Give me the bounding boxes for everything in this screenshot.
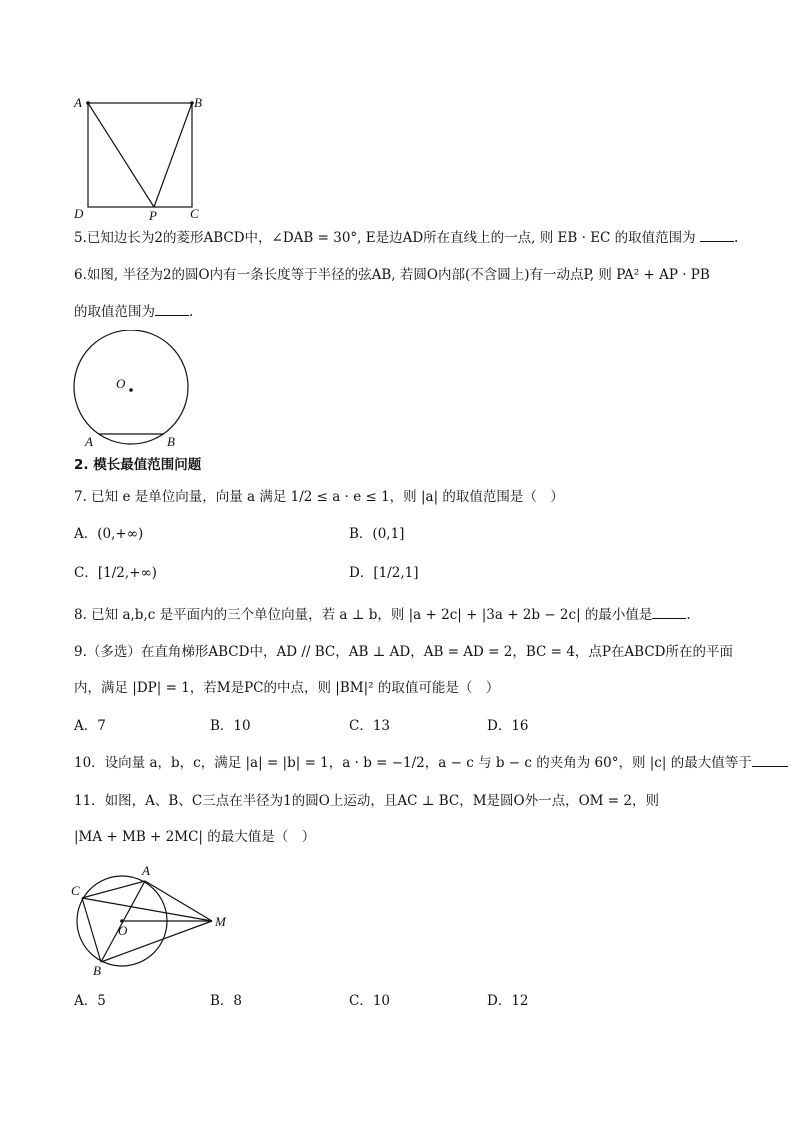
figure-square-abcd: [70, 92, 220, 222]
label-a: A: [142, 863, 150, 878]
question-10: 10．设向量 a，b，c，满足 |a| = |b| = 1，a · b = −1/2，a − c 与 b − c 的夹角为 60°，则 |c| 的最大值等于: [74, 754, 788, 772]
q9-option-a: A．7: [74, 718, 106, 734]
circle-o: [74, 330, 188, 444]
question-5-text: 5.已知边长为2的菱形ABCD中，∠DAB = 30°, E是边AD所在直线上的一点, 则 EB · EC 的取值范围为: [74, 230, 696, 246]
q9-option-c: C．13: [349, 718, 391, 734]
q11-option-c: C．10: [349, 993, 391, 1009]
question-6-line-1: 6.如图, 半径为2的圆O内有一条长度等于半径的弦AB, 若圆O内部(不含圆上)有一动点P, 则 PA² + AP · PB: [74, 267, 710, 283]
label-a: A: [74, 95, 82, 110]
question-11-line-1: 11．如图，A、B、C三点在半径为1的圆O上运动，且AC ⊥ BC，M是圆O外一点，OM = 2，则: [74, 793, 659, 809]
segment-ap: [88, 103, 154, 207]
label-d: D: [74, 206, 84, 221]
section-heading: 2. 模长最值范围问题: [74, 457, 202, 473]
q7-option-c: C．[1/2,+∞): [74, 565, 157, 581]
answer-blank: [752, 754, 788, 767]
square-outline: [88, 103, 192, 207]
label-o: O: [118, 923, 128, 938]
answer-blank: [700, 229, 734, 242]
q9-option-d: D．16: [487, 718, 529, 734]
segment-bp: [154, 103, 192, 207]
label-b: B: [167, 434, 175, 449]
figure-circle-triangle: [68, 862, 238, 980]
question-6-line-2: 的取值范围为 .: [74, 304, 194, 320]
segment-cb: [82, 898, 101, 962]
question-5: 5.已知边长为2的菱形ABCD中，∠DAB = 30°, E是边AD所在直线上的一点, 则 EB · EC 的取值范围为 .: [74, 230, 739, 246]
label-a: A: [85, 434, 93, 449]
q11-option-b: B．8: [210, 993, 243, 1009]
label-o: O: [116, 376, 126, 391]
q7-option-a: A．(0,+∞): [74, 526, 144, 542]
question-8: 8. 已知 a,b,c 是平面内的三个单位向量，若 a ⊥ b，则 |a + 2c| + |3a + 2b − 2c| 的最小值是 .: [74, 607, 691, 623]
q7-option-d: D．[1/2,1]: [349, 565, 419, 581]
question-9-line-1: 9.（多选）在直角梯形ABCD中，AD // BC，AB ⊥ AD，AB = AD = 2，BC = 4，点P在ABCD所在的平面: [74, 644, 733, 660]
segment-ca: [82, 881, 145, 898]
label-c: C: [71, 883, 80, 898]
q9-option-b: B．10: [210, 718, 251, 734]
q7-option-b: B．(0,1]: [349, 526, 405, 542]
answer-blank: [155, 303, 189, 316]
label-b: B: [93, 963, 101, 978]
center-point: [129, 388, 133, 392]
q11-option-a: A．5: [74, 993, 106, 1009]
q11-option-d: D．12: [487, 993, 529, 1009]
label-b: B: [194, 95, 202, 110]
label-m: M: [215, 914, 226, 929]
figure-circle-chord: [70, 330, 200, 452]
question-7: 7. 已知 e 是单位向量，向量 a 满足 1/2 ≤ a · e ≤ 1，则 |a| 的取值范围是（ ）: [74, 489, 564, 505]
answer-blank: [652, 606, 686, 619]
label-c: C: [190, 206, 199, 221]
label-p: P: [149, 208, 157, 222]
question-11-line-2: |MA + MB + 2MC| 的最大值是（ ）: [74, 829, 316, 845]
question-9-line-2: 内，满足 |DP| = 1，若M是PC的中点，则 |BM|² 的取值可能是（ ）: [74, 680, 500, 696]
